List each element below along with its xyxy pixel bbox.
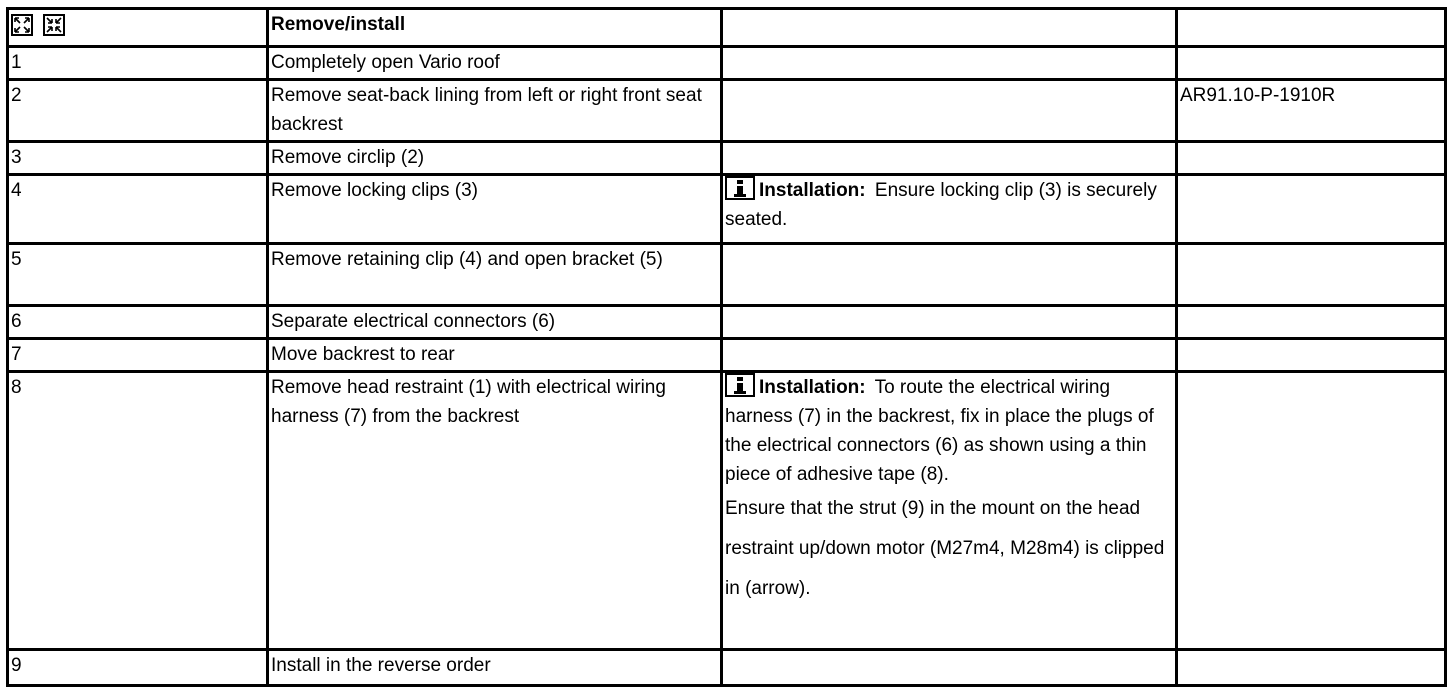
step-note <box>722 47 1177 80</box>
step-ref <box>1177 650 1446 686</box>
installation-label: Installation: <box>759 180 866 201</box>
step-text: Move backrest to rear <box>268 339 722 372</box>
step-text: Install in the reverse order <box>268 650 722 686</box>
table-row <box>8 80 1446 142</box>
table-row <box>8 244 1446 306</box>
step-number: 9 <box>8 650 268 686</box>
installation-text-2: Ensure that the strut (9) in the mount on the head restraint up/down motor (M27m4, M28m4) is clipped in (arrow). <box>725 498 1165 599</box>
step-text: Remove circlip (2) <box>268 142 722 175</box>
table-row <box>8 650 1446 686</box>
collapse-all-icon[interactable] <box>43 14 65 36</box>
step-ref-link[interactable]: AR91.10-P-1910R <box>1177 80 1446 142</box>
step-ref <box>1177 244 1446 306</box>
installation-text: Ensure locking clip (3) is securely seated. <box>725 180 1157 230</box>
table-row <box>8 339 1446 372</box>
step-number: 4 <box>8 175 268 244</box>
step-text: Completely open Vario roof <box>268 47 722 80</box>
step-text: Remove head restraint (1) with electrical wiring harness (7) from the backrest <box>268 372 722 650</box>
step-number: 8 <box>8 372 268 650</box>
step-note <box>722 650 1177 686</box>
header-title: Remove/install <box>268 9 722 47</box>
installation-text: To route the electrical wiring harness (7) in the backrest, fix in place the plugs of the electrical connectors (6) as shown using a thin piece of adhesive tape (8). <box>725 377 1154 485</box>
table-row <box>8 142 1446 175</box>
step-ref <box>1177 372 1446 650</box>
step-number: 5 <box>8 244 268 306</box>
installation-note <box>722 175 1177 244</box>
step-note <box>722 339 1177 372</box>
step-text: Remove seat-back lining from left or right front seat backrest <box>268 80 722 142</box>
table-row <box>8 372 1446 650</box>
installation-label: Installation: <box>759 377 866 398</box>
installation-note <box>722 372 1177 650</box>
step-ref <box>1177 47 1446 80</box>
step-number: 7 <box>8 339 268 372</box>
step-number: 1 <box>8 47 268 80</box>
table-row <box>8 175 1446 244</box>
expand-all-icon[interactable] <box>11 14 33 36</box>
table-row <box>8 306 1446 339</box>
step-ref <box>1177 142 1446 175</box>
step-note <box>722 306 1177 339</box>
info-icon <box>725 176 755 200</box>
step-text: Separate electrical connectors (6) <box>268 306 722 339</box>
step-note <box>722 80 1177 142</box>
step-text: Remove locking clips (3) <box>268 175 722 244</box>
table-row <box>8 47 1446 80</box>
step-note <box>722 244 1177 306</box>
header-icons-cell <box>8 9 268 47</box>
step-ref <box>1177 339 1446 372</box>
table-header-row <box>8 9 1446 47</box>
info-icon <box>725 373 755 397</box>
header-ref-cell <box>1177 9 1446 47</box>
step-number: 2 <box>8 80 268 142</box>
step-number: 3 <box>8 142 268 175</box>
step-ref <box>1177 175 1446 244</box>
step-text: Remove retaining clip (4) and open bracket (5) <box>268 244 722 306</box>
header-note-cell <box>722 9 1177 47</box>
step-note <box>722 142 1177 175</box>
step-number: 6 <box>8 306 268 339</box>
step-ref <box>1177 306 1446 339</box>
procedure-table <box>6 7 1447 687</box>
